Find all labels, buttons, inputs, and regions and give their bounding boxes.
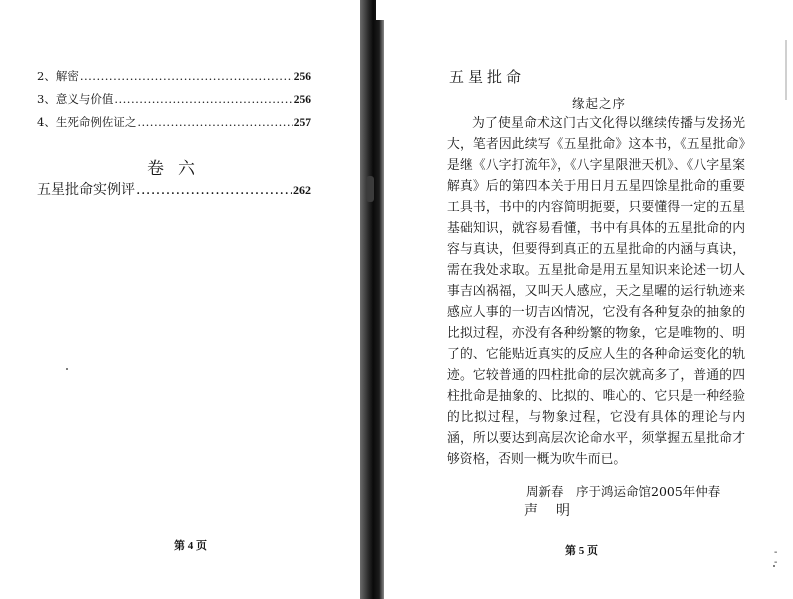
- toc-item-page: 262: [293, 183, 311, 197]
- page-edge-mark: [785, 40, 787, 100]
- toc-leader-dots: [114, 92, 292, 106]
- toc-item[interactable]: [37, 68, 311, 84]
- toc-item-label: 解密: [55, 69, 79, 83]
- toc-leader-dots: [137, 115, 292, 129]
- gutter-notch: [376, 0, 386, 20]
- toc-item-label: 生死命例佐证之: [55, 115, 137, 129]
- toc-item-label: 五星批命实例评: [37, 182, 135, 198]
- declaration-heading: 声明: [524, 503, 588, 519]
- toc-item-number: 3、: [37, 92, 56, 106]
- gutter-spot: [366, 176, 374, 202]
- toc-item-page: 257: [293, 117, 311, 129]
- toc-item-label: 意义与价值: [55, 92, 114, 106]
- toc-volume-item[interactable]: [37, 179, 311, 199]
- toc-item-page: 256: [293, 94, 311, 106]
- preface-signature: 周新春 序于鸿运命馆2005年仲春: [526, 484, 721, 499]
- toc-item[interactable]: [37, 91, 311, 107]
- section-subtitle: 缘起之序: [572, 96, 627, 111]
- toc-item-number: 4、: [37, 115, 56, 129]
- edge-marks: - -: [774, 547, 778, 568]
- section-title: 五星批命: [449, 68, 526, 86]
- scan-speck: [66, 368, 68, 370]
- toc-leader-dots: [80, 69, 293, 83]
- book-binding-gutter: [360, 0, 384, 599]
- toc-leader-dots: [136, 182, 292, 198]
- toc-item-page: 256: [293, 71, 311, 83]
- left-page-number: 第 4 页: [174, 540, 207, 552]
- volume-heading: 卷六: [147, 159, 209, 179]
- preface-body-text: 为了使星命术这门古文化得以继续传播与发扬光大，笔者因此续写《五星批命》这本书，《五星批命》是继《八字打流年》，《八字星限泄天机》、《八字星案解真》后的第四本关于用日月五星四馀星批命的重要工具书，书中的内容简明扼要，只要懂得一定的五星基础知识，就容易看懂，书中有具体的五星批命的内容与真诀，但要得到真正的五星批命的内涵与真诀，需在我处求取。五星批命是用五星知识来论述一切人事吉凶祸福，又叫天人感应，天之星曜的运行轨迹来感应人事的一切吉凶情况，它没有各种复杂的抽象的比拟过程，亦没有各种纷繁的物象，它是唯物的、明了的、它能贴近真实的反应人生的各种命运变化的轨迹。它较普通的四柱批命的层次就高多了，普通的四柱批命是抽象的、比拟的、唯心的、它只是一种经验的比拟过程，与物象过程，它没有具体的理论与内涵，所以要达到高层次论命水平，须掌握五星批命才够资格，否则一概为吹牛而已。: [447, 116, 745, 467]
- toc-item-number: 2、: [37, 69, 56, 83]
- toc-item[interactable]: [37, 114, 311, 130]
- left-page: [0, 0, 360, 599]
- right-page-number: 第 5 页: [565, 545, 598, 557]
